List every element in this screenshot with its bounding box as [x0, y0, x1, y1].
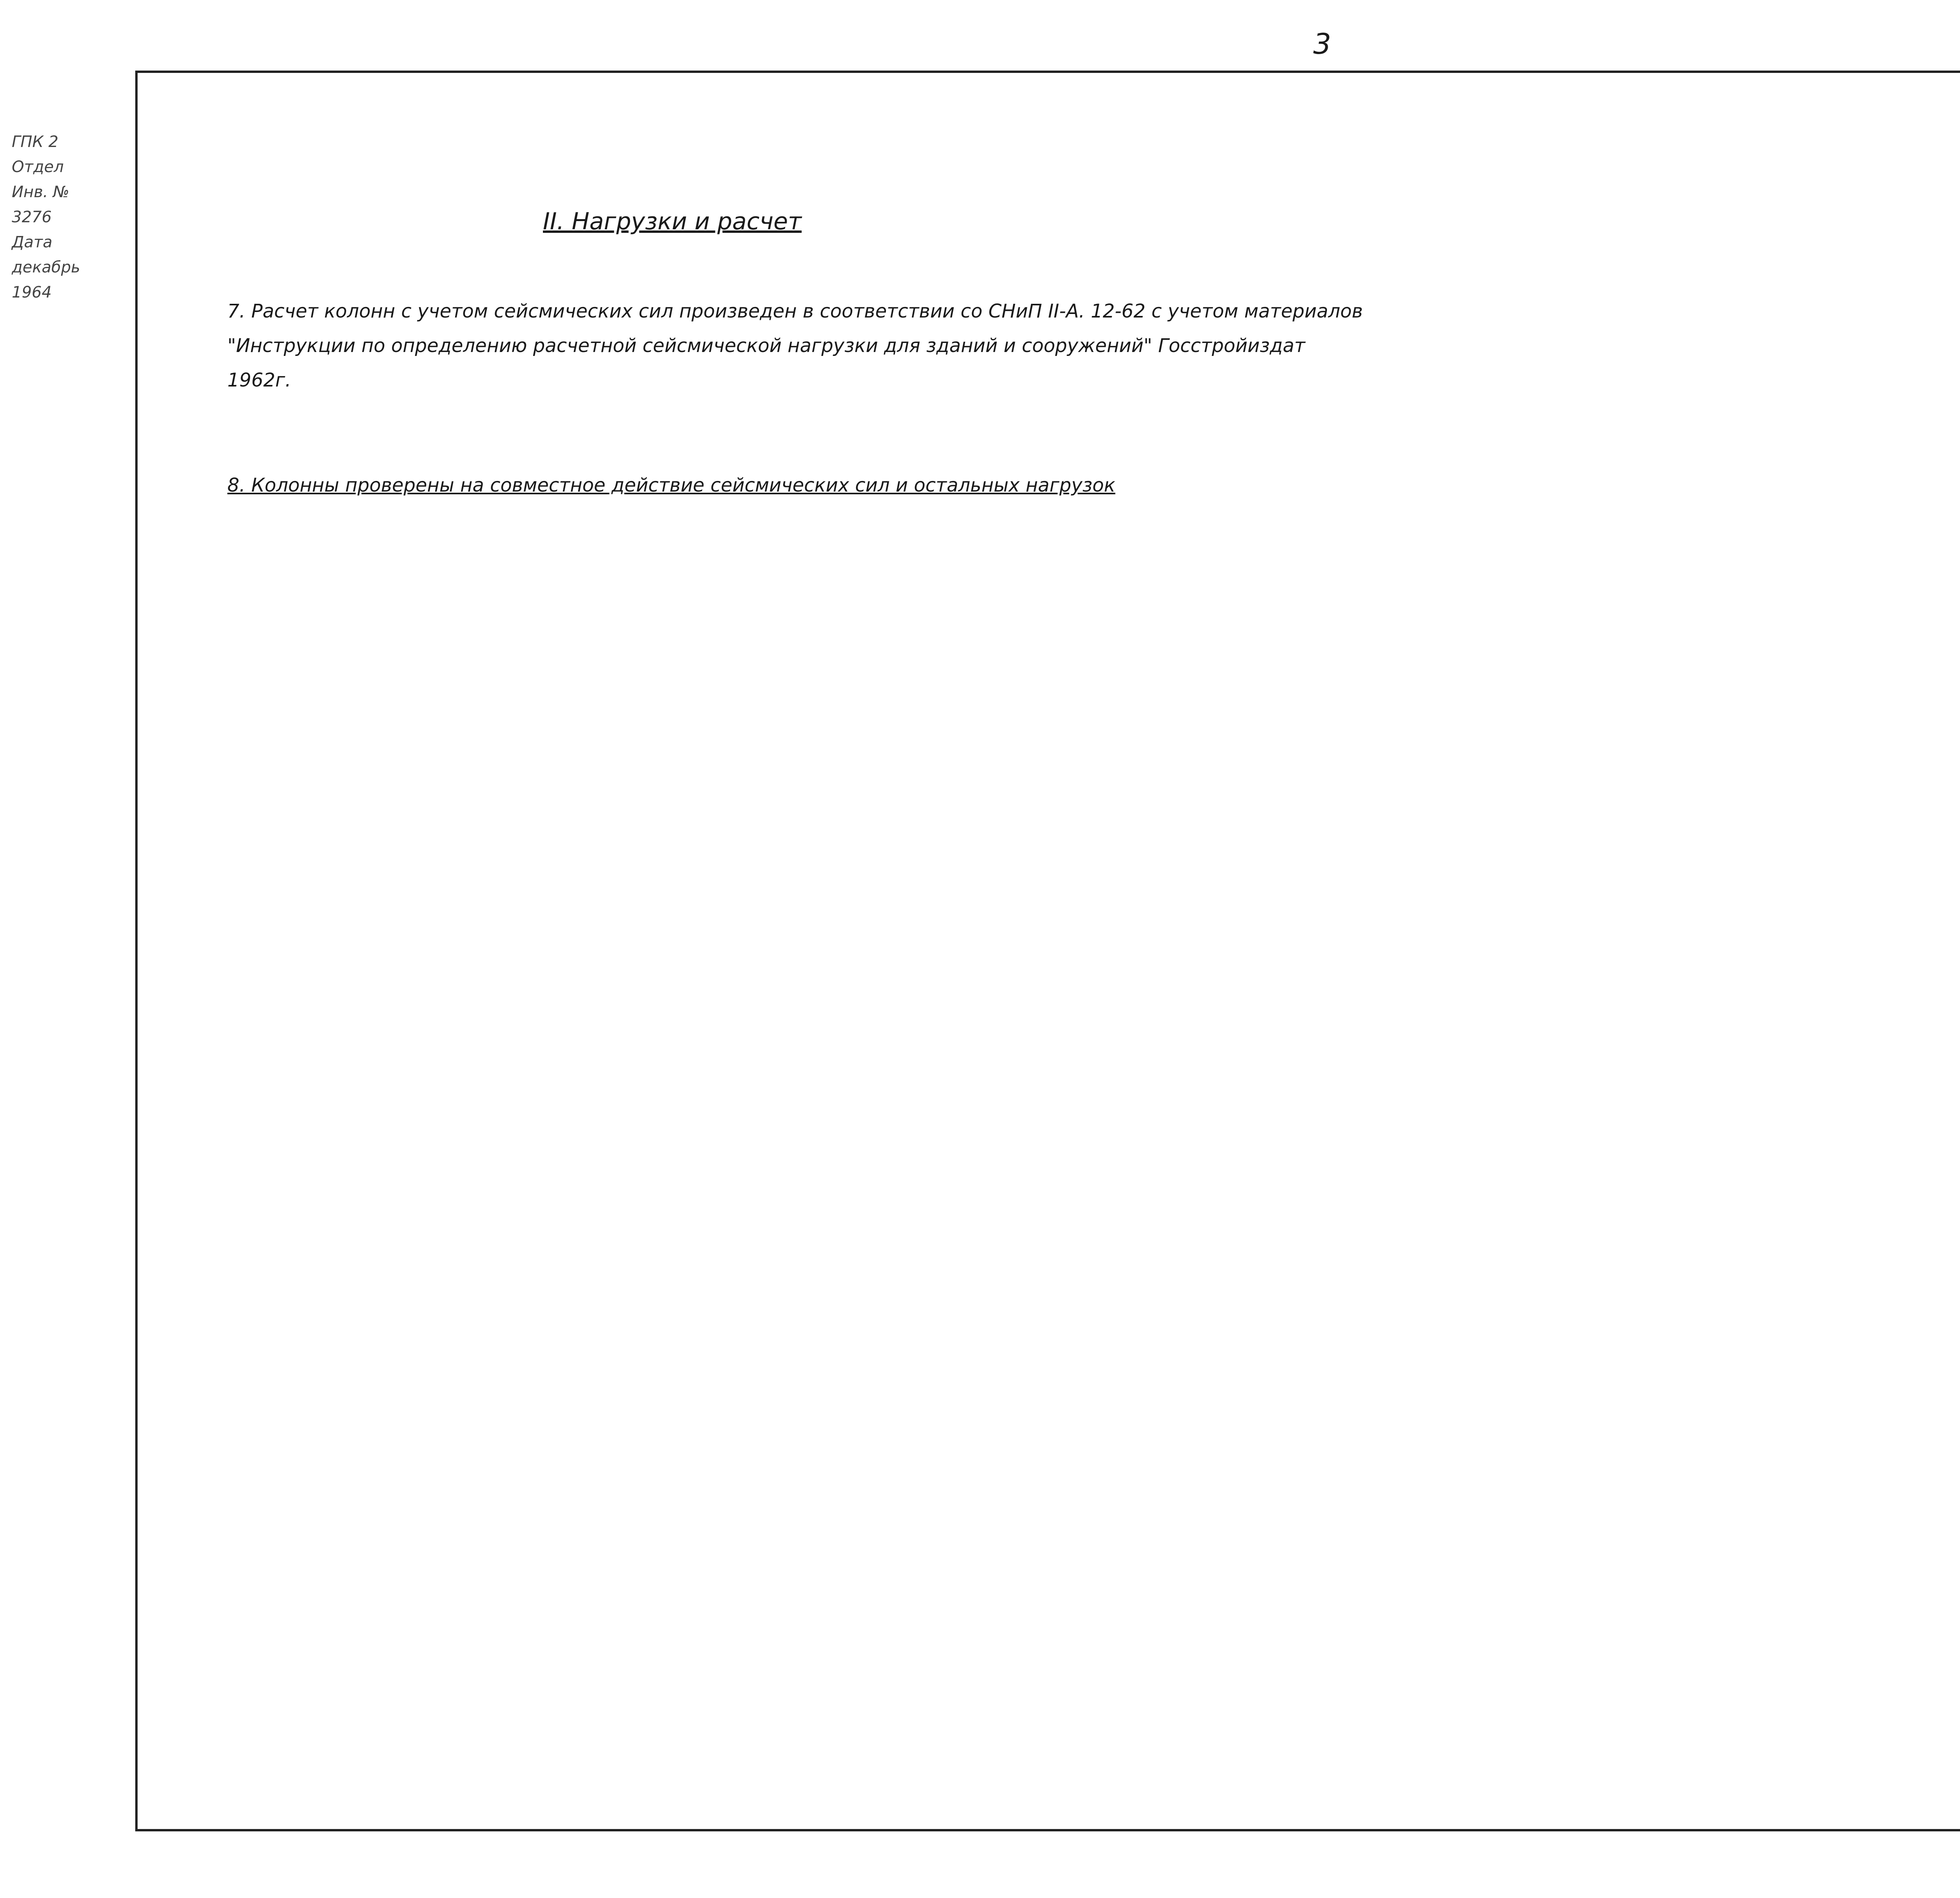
page-number-top: 3: [1313, 27, 1331, 60]
left-stamp: [12, 129, 114, 305]
left-column-heading: 8. Колонны проверены на совместное действие сейсмических сил и остальных нагрузок: [227, 474, 1116, 496]
paragraph-7: 7. Расчет колонн с учетом сейсмических сил произведен в соответствии со СНиП II-А. 12-62 с учетом материалов "Инструкции по определению расчетной сейсмической нагрузки для зданий и сооружений" Госстройиздат 1962г.: [227, 300, 1363, 391]
stamp-line: Дата декабрь 1964: [12, 233, 80, 301]
stamp-line: Инв. № 3276: [12, 183, 69, 226]
stamp-line: ГПК 2 Отдел: [12, 133, 64, 176]
section-title: II. Нагрузки и расчет: [543, 208, 802, 235]
